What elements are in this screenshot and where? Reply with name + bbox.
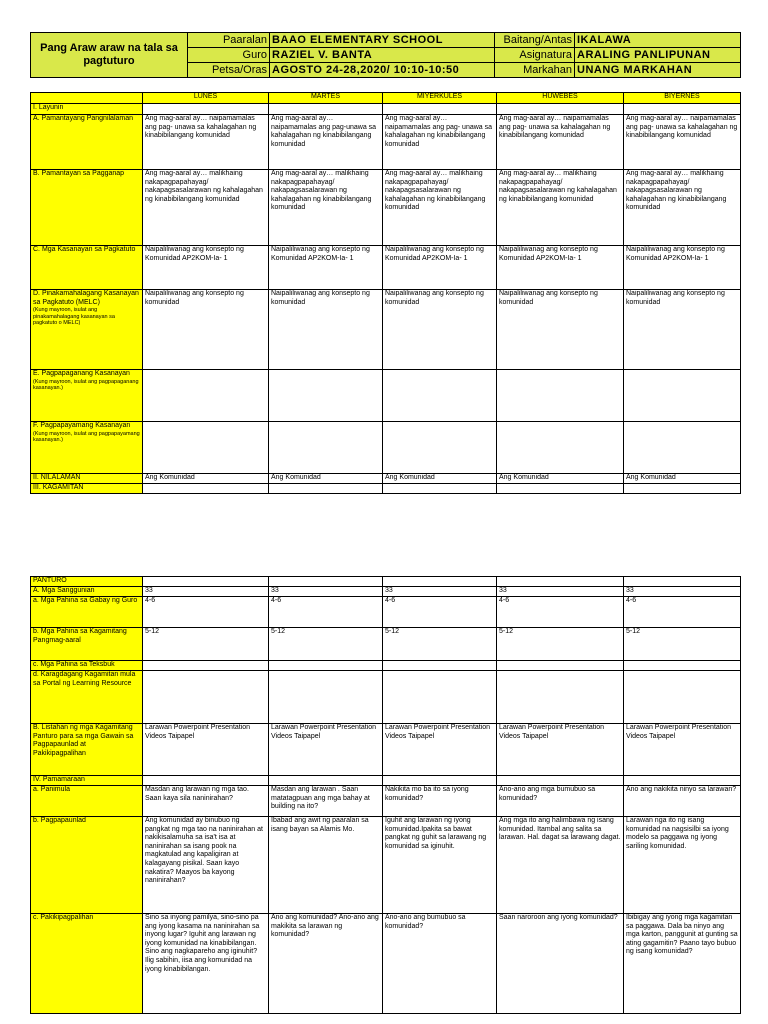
layunin-cell: [497, 104, 624, 115]
table-cell: [269, 484, 383, 494]
table-cell: Ang mag-aaral ay… naipamamalas ang pag- unawa sa kahalagahan ng kinabibilangang komunidad: [383, 115, 497, 170]
layunin-cell: [383, 104, 497, 115]
table-cell: 5-12: [143, 628, 269, 661]
table-cell: 33: [269, 587, 383, 597]
table-cell: Naipaliliwanag ang konsepto ng komunidad: [383, 290, 497, 370]
table-cell: [497, 370, 624, 422]
table-cell: [383, 671, 497, 724]
baitang-value: IKALAWA: [575, 33, 741, 48]
table-cell: Larawan Powerpoint Presentation Videos Taipapel: [383, 724, 497, 776]
table-cell: 5-12: [269, 628, 383, 661]
table-cell: [143, 776, 269, 786]
table-cell: 4-6: [269, 597, 383, 628]
row-label-text: E. Pagpapaganang Kasanayan: [33, 370, 130, 377]
table-cell: [143, 661, 269, 671]
row-note: (Kung mayroon, isulat ang pagpapayamang kasanayan.): [33, 430, 140, 444]
table-cell: [383, 370, 497, 422]
row-note: (Kung mayroon, isulat ang pagpapaganang kasanayan.): [33, 378, 139, 392]
row-label: b. Mga Pahina sa Kagamitang Pangmag-aaral: [31, 628, 143, 661]
table-cell: Larawan Powerpoint Presentation Videos Taipapel: [269, 724, 383, 776]
table-cell: Ang mag-aaral ay… naipamamalas ang pag- unawa sa kahalagahan ng kinabibilangang komunidad: [143, 115, 269, 170]
table-cell: Naipaliliwanag ang konsepto ng Komunidad AP2KOM-Ia- 1: [497, 246, 624, 290]
table-cell: Ang Komunidad: [143, 474, 269, 484]
row-label: c. Pakikipagpalihan: [31, 914, 143, 1014]
table-cell: [143, 671, 269, 724]
table-cell: [269, 776, 383, 786]
guro-value: RAZIEL V. BANTA: [270, 48, 495, 63]
table-cell: Ang mag-aaral ay… naipamamalas ang pag- unawa sa kahalagahan ng kinabibilangang komunidad: [497, 115, 624, 170]
table-cell: Sino sa inyong pamilya, sino-sino pa ang iyong kasama na naninirahan sa inyong lugar? Iguhit ang larawan ng iyong komunidad na kinabibilangan. Sino ang nagkapareho ang iginuhit? Ilig sabihin, iisa ang komunidad na iyong kinabibilangan.: [143, 914, 269, 1014]
table-cell: [143, 422, 269, 474]
table-cell: Naipaliliwanag ang konsepto ng Komunidad AP2KOM-Ia- 1: [143, 246, 269, 290]
table-cell: Ang Komunidad: [624, 474, 741, 484]
table-cell: 5-12: [497, 628, 624, 661]
row-label: B. Pamantayan sa Pagganap: [31, 170, 143, 246]
table-cell: [143, 484, 269, 494]
table-cell: [143, 370, 269, 422]
table-cell: Ang komunidad ay binubuo ng pangkat ng mga tao na naninirahan at nakikisalamuha sa isa't isa at naninirahan sa isang pook na magkatulad ang kapaligiran at kalagayang pisikal. Saan kayo nakatira? Maayos ba kayong naninirahan?: [143, 817, 269, 914]
table-cell: Naipaliliwanag ang konsepto ng Komunidad AP2KOM-Ia- 1: [383, 246, 497, 290]
table-cell: Ang mag-aaral ay… naipamamalas ang pag- unawa sa kahalagahan ng kinabibilangang komunidad: [624, 115, 741, 170]
row-label-pagpapaganang: [31, 370, 143, 422]
table-cell: Ang mag-aaral ay… malikhaing nakapagpapahayag/ nakapagsasalarawan ng kahalagahan ng kinabibilangang komunidad: [497, 170, 624, 246]
row-label: IV. Pamamaraan: [31, 776, 143, 786]
layunin-label: I. Layunin: [31, 104, 143, 115]
table-cell: [624, 671, 741, 724]
guro-label: Guro: [188, 48, 270, 63]
table-cell: [497, 577, 624, 587]
table-cell: [624, 422, 741, 474]
table-cell: Ano ang komunidad? Ano-ano ang makikita sa larawan ng komunidad?: [269, 914, 383, 1014]
table-cell: Naipaliliwanag ang konsepto ng Komunidad AP2KOM-Ia- 1: [269, 246, 383, 290]
table-cell: Masdan ang larawan ng mga tao. Saan kaya sila naninirahan?: [143, 786, 269, 817]
layunin-cell: [269, 104, 383, 115]
table-cell: [383, 422, 497, 474]
table-cell: 4-6: [624, 597, 741, 628]
asignatura-value: ARALING PANLIPUNAN: [575, 48, 741, 63]
table-cell: [497, 776, 624, 786]
table-cell: 33: [497, 587, 624, 597]
markahan-value: UNANG MARKAHAN: [575, 63, 741, 78]
objectives-table: [30, 92, 741, 494]
table-cell: [497, 671, 624, 724]
table-cell: Larawan Powerpoint Presentation Videos Taipapel: [624, 724, 741, 776]
paaralan-value: BAAO ELEMENTARY SCHOOL: [270, 33, 495, 48]
row-label: A. Pamantayang Pangnilalaman: [31, 115, 143, 170]
table-cell: Larawan nga ito ng isang komunidad na nagsisilbi sa iyong modelo sa paggawa ng iyong sariling komunidad.: [624, 817, 741, 914]
row-label: C. Mga Kasanayan sa Pagkatuto: [31, 246, 143, 290]
table-cell: Ang Komunidad: [383, 474, 497, 484]
table-cell: [269, 422, 383, 474]
layunin-cell: [143, 104, 269, 115]
day-header-huwebes: HUWEBES: [497, 93, 624, 104]
table-cell: 5-12: [624, 628, 741, 661]
table-cell: Ang mag-aaral ay… malikhaing nakapagpapahayag/ nakapagsasalarawan ng kahalagahan ng kinabibilangang komunidad: [383, 170, 497, 246]
table-cell: 33: [143, 587, 269, 597]
table-cell: Ang mag-aaral ay… malikhaing nakapagpapahayag/ nakapagsasalarawan ng kahalagahan ng kinabibilangang komunidad: [269, 170, 383, 246]
day-header-martes: MARTES: [269, 93, 383, 104]
day-header-blank: [31, 93, 143, 104]
table-cell: [143, 577, 269, 587]
table-cell: [497, 422, 624, 474]
table-cell: Iguhit ang larawan ng iyong komunidad.Ipakita sa bawat pangkat ng guhit sa larawang ng komunidad sa iginuhit.: [383, 817, 497, 914]
table-cell: Nakikita mo ba ito sa iyong komunidad?: [383, 786, 497, 817]
table-cell: [624, 577, 741, 587]
row-label-text: D. Pinakamahalagang Kasanayan sa Pagkatuto (MELC): [33, 290, 139, 306]
table-cell: [383, 484, 497, 494]
kagamitan-label: III. KAGAMITAN: [31, 484, 143, 494]
table-cell: Ano ang nakikita ninyo sa larawan?: [624, 786, 741, 817]
table-cell: Ang Komunidad: [269, 474, 383, 484]
row-label: A. Mga Sanggunian: [31, 587, 143, 597]
row-label: b. Pagpapaunlad: [31, 817, 143, 914]
day-header-miyerkules: MIYERKULES: [383, 93, 497, 104]
table-cell: Ano-ano ang bumubuo sa komunidad?: [383, 914, 497, 1014]
table-cell: [624, 370, 741, 422]
procedure-table: [30, 576, 741, 1014]
table-cell: Larawan Powerpoint Presentation Videos Taipapel: [497, 724, 624, 776]
table-cell: Masdan ang larawan . Saan matatagpuan ang mga bahay at building na ito?: [269, 786, 383, 817]
table-cell: Ibibigay ang iyong mga kagamitan sa paggawa. Dala ba ninyo ang mga karton, panggunit at gunting sa ating gagamitin? Paano tayo bubuo ng isang komunidad?: [624, 914, 741, 1014]
asignatura-label: Asignatura: [495, 48, 575, 63]
table-cell: [624, 776, 741, 786]
table-cell: [383, 577, 497, 587]
row-label: c. Mga Pahina sa Teksbuk: [31, 661, 143, 671]
table-cell: [269, 661, 383, 671]
table-cell: [269, 577, 383, 587]
table-cell: [269, 671, 383, 724]
table-cell: Naipaliliwanag ang konsepto ng komunidad: [497, 290, 624, 370]
table-cell: [383, 776, 497, 786]
nilalaman-label: II. NILALAMAN: [31, 474, 143, 484]
table-cell: 33: [624, 587, 741, 597]
table-cell: 5-12: [383, 628, 497, 661]
table-cell: Larawan Powerpoint Presentation Videos Taipapel: [143, 724, 269, 776]
table-cell: [497, 484, 624, 494]
table-cell: Ang Komunidad: [497, 474, 624, 484]
table-cell: Ang mag-aaral ay… malikhaing nakapagpapahayag/ nakapagsasalarawan ng kahalagahan ng kinabibilangang komunidad: [624, 170, 741, 246]
table-cell: Saan naroroon ang iyong komunidad?: [497, 914, 624, 1014]
table-cell: Ano-ano ang mga bumubuo sa komunidad?: [497, 786, 624, 817]
petsa-value: AGOSTO 24-28,2020/ 10:10-10:50: [270, 63, 495, 78]
row-label: d. Karagdagang Kagamitan mula sa Portal ng Learning Resource: [31, 671, 143, 724]
table-cell: [269, 370, 383, 422]
row-label: B. Listahan ng mga Kagamitang Panturo para sa mga Gawain sa Pagpapaunlad at Pakikipagpalihan: [31, 724, 143, 776]
table-cell: [497, 661, 624, 671]
header-table: [30, 32, 741, 78]
table-cell: [624, 484, 741, 494]
table-cell: [383, 661, 497, 671]
row-label: a. Mga Pahina sa Gabay ng Guro: [31, 597, 143, 628]
table-cell: Ang mag-aaral ay… naipamamalas ang pag-unawa sa kahalagahan ng kinabibilangang komunidad: [269, 115, 383, 170]
row-label-text: F. Pagpapayamang Kasanayan: [33, 422, 131, 429]
day-header-lunes: LUNES: [143, 93, 269, 104]
baitang-label: Baitang/Antas: [495, 33, 575, 48]
row-label-pagpapayamang: [31, 422, 143, 474]
table-cell: Ang mag-aaral ay… malikhaing nakapagpapahayag/ nakapagsasalarawan ng kahalagahan ng kinabibilangang komunidad: [143, 170, 269, 246]
table-cell: 4-6: [143, 597, 269, 628]
layunin-cell: [624, 104, 741, 115]
table-cell: Ang mga ito ang halimbawa ng isang komunidad. Itambal ang salita sa larawan. Hal. dagat sa larawang dagat.: [497, 817, 624, 914]
table-cell: 4-6: [383, 597, 497, 628]
petsa-label: Petsa/Oras: [188, 63, 270, 78]
table-cell: Ibabad ang awit ng paaralan sa isang bayan sa Alamis Mo.: [269, 817, 383, 914]
table-cell: 4-6: [497, 597, 624, 628]
table-cell: Naipaliliwanag ang konsepto ng komunidad: [269, 290, 383, 370]
markahan-label: Markahan: [495, 63, 575, 78]
table-cell: Naipaliliwanag ang konsepto ng komunidad: [143, 290, 269, 370]
row-label: a. Panimula: [31, 786, 143, 817]
table-cell: 33: [383, 587, 497, 597]
day-header-biyernes: BIYERNES: [624, 93, 741, 104]
row-label-melc: [31, 290, 143, 370]
row-note: (Kung mayroon, isulat ang pinakamahalagang kasanayan sa pagkatuto o MELC): [33, 307, 115, 327]
table-cell: Naipaliliwanag ang konsepto ng komunidad: [624, 290, 741, 370]
doc-title: Pang Araw araw na tala sa pagtuturo: [31, 33, 188, 78]
paaralan-label: Paaralan: [188, 33, 270, 48]
panturo-label: PANTURO: [31, 577, 143, 587]
table-cell: Naipaliliwanag ang konsepto ng Komunidad AP2KOM-Ia- 1: [624, 246, 741, 290]
table-cell: [624, 661, 741, 671]
